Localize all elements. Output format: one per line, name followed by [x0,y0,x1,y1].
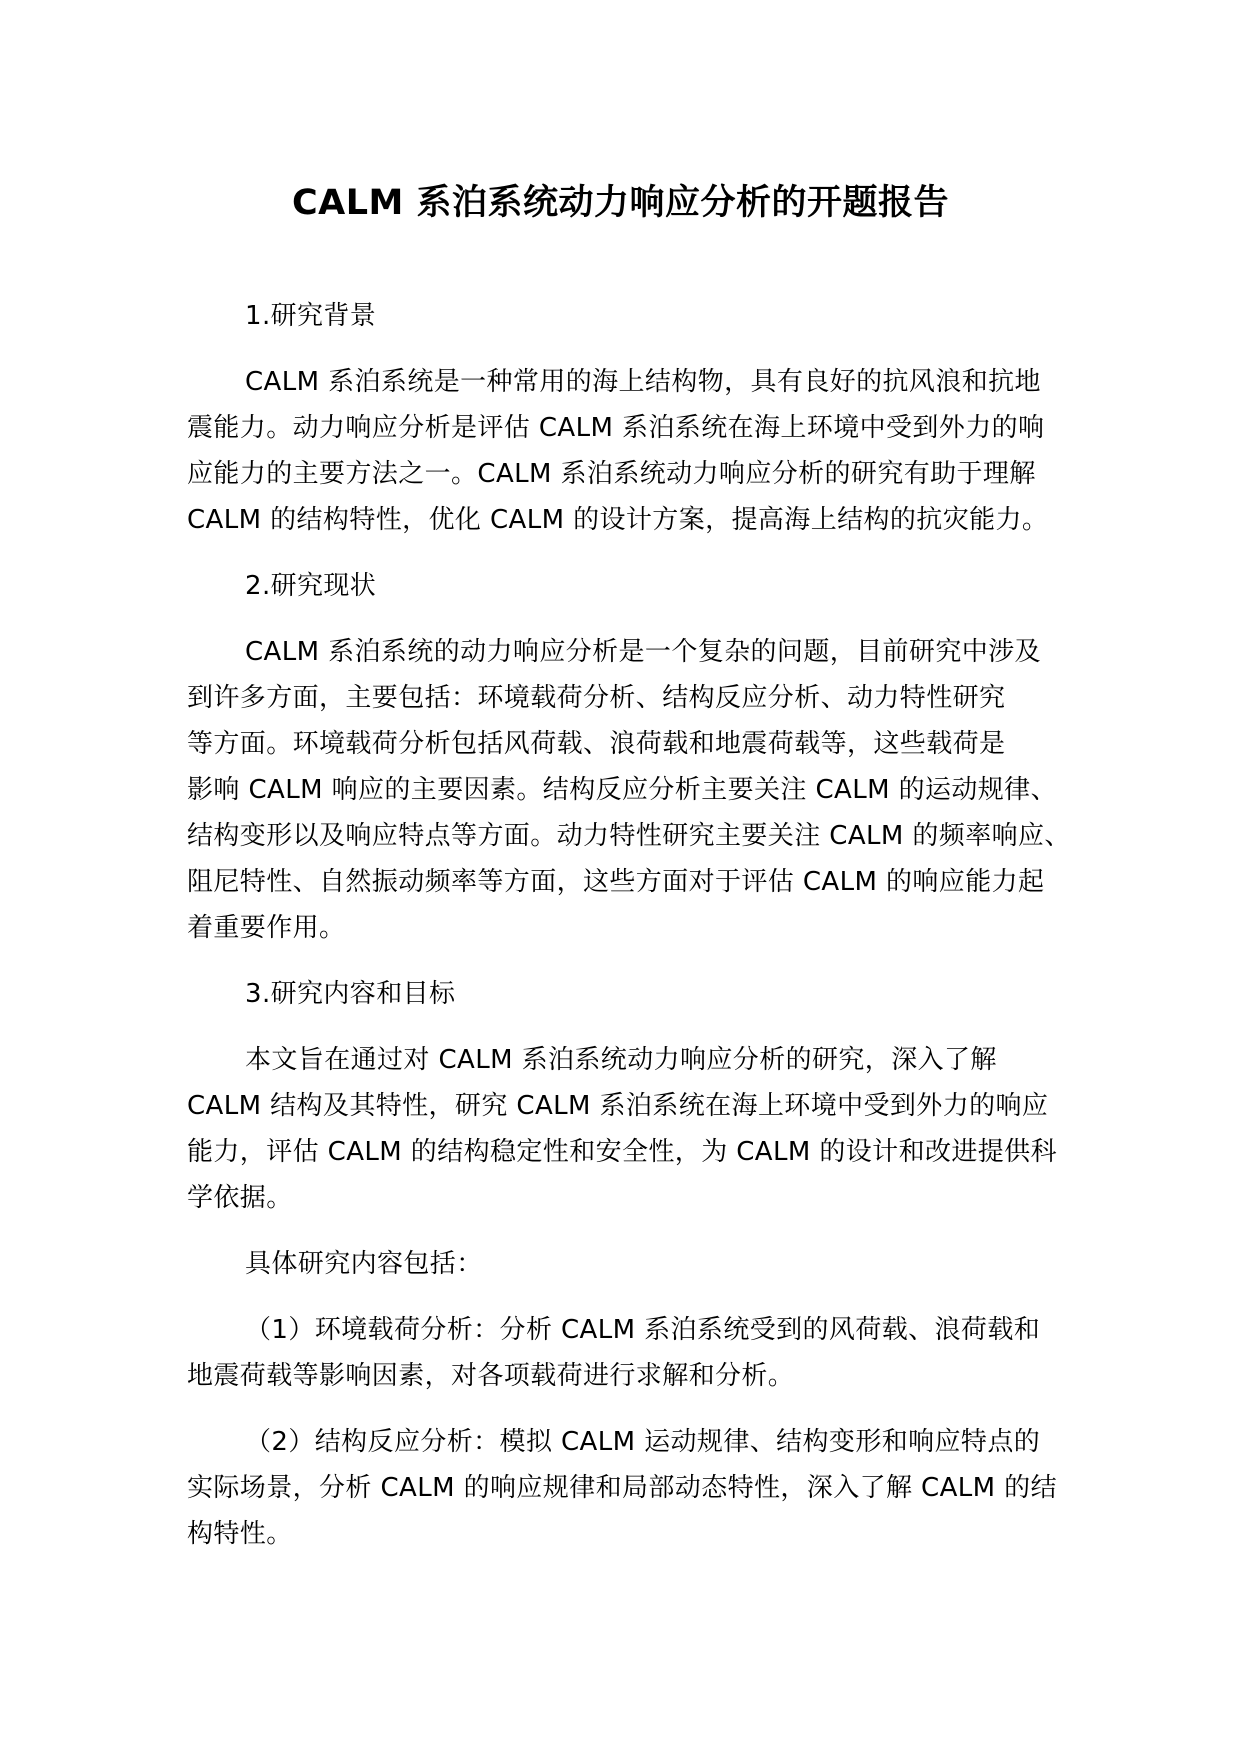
paragraph-line: 能力，评估 CALM 的结构稳定性和安全性，为 CALM 的设计和改进提供科 [187,1137,1057,1167]
paragraph [187,1037,1057,1221]
paragraph-line: 具体研究内容包括： [245,1249,483,1279]
paragraph-line: 阻尼特性、自然振动频率等方面，这些方面对于评估 CALM 的响应能力起 [187,867,1045,897]
paragraph [187,1241,1057,1287]
document-body [187,293,1071,1577]
paragraph [187,1307,1057,1399]
section-heading [187,971,1057,1017]
paragraph-line: 学依据。 [187,1183,293,1213]
paragraph-line: 地震荷载等影响因素，对各项载荷进行求解和分析。 [187,1361,795,1391]
paragraph-line: CALM 系泊系统是一种常用的海上结构物，具有良好的抗风浪和抗地 [245,367,1041,397]
paragraph-line: 结构变形以及响应特点等方面。动力特性研究主要关注 CALM 的频率响应、 [187,821,1071,851]
paragraph-line: （1）环境载荷分析：分析 CALM 系泊系统受到的风荷载、浪荷载和 [245,1315,1041,1345]
paragraph [187,1419,1057,1557]
heading-text: 2.研究现状 [245,571,377,601]
section-heading [187,563,1057,609]
paragraph [187,359,1057,543]
document-title: CALM 系泊系统动力响应分析的开题报告 [291,183,950,223]
paragraph-line: 震能力。动力响应分析是评估 CALM 系泊系统在海上环境中受到外力的响 [187,413,1045,443]
paragraph-line: 到许多方面，主要包括：环境载荷分析、结构反应分析、动力特性研究 [187,683,1006,713]
heading-text: 3.研究内容和目标 [245,979,456,1009]
paragraph-line: 着重要作用。 [187,913,346,943]
paragraph-line: （2）结构反应分析：模拟 CALM 运动规律、结构变形和响应特点的 [245,1427,1041,1457]
paragraph-line: 构特性。 [187,1519,293,1549]
paragraph-line: 实际场景，分析 CALM 的响应规律和局部动态特性，深入了解 CALM 的结 [187,1473,1057,1503]
paragraph-line: 等方面。环境载荷分析包括风荷载、浪荷载和地震荷载等，这些载荷是 [187,729,1006,759]
paragraph-line: 应能力的主要方法之一。CALM 系泊系统动力响应分析的研究有助于理解 [187,459,1036,489]
paragraph-line: CALM 结构及其特性，研究 CALM 系泊系统在海上环境中受到外力的响应 [187,1091,1049,1121]
paragraph-line: CALM 系泊系统的动力响应分析是一个复杂的问题，目前研究中涉及 [245,637,1041,667]
paragraph-line: CALM 的结构特性，优化 CALM 的设计方案，提高海上结构的抗灾能力。 [187,505,1049,535]
paragraph-line: 影响 CALM 响应的主要因素。结构反应分析主要关注 CALM 的运动规律、 [187,775,1057,805]
heading-text: 1.研究背景 [245,301,377,331]
paragraph [187,629,1071,951]
section-heading [187,293,1057,339]
paragraph-line: 本文旨在通过对 CALM 系泊系统动力响应分析的研究，深入了解 [245,1045,997,1075]
